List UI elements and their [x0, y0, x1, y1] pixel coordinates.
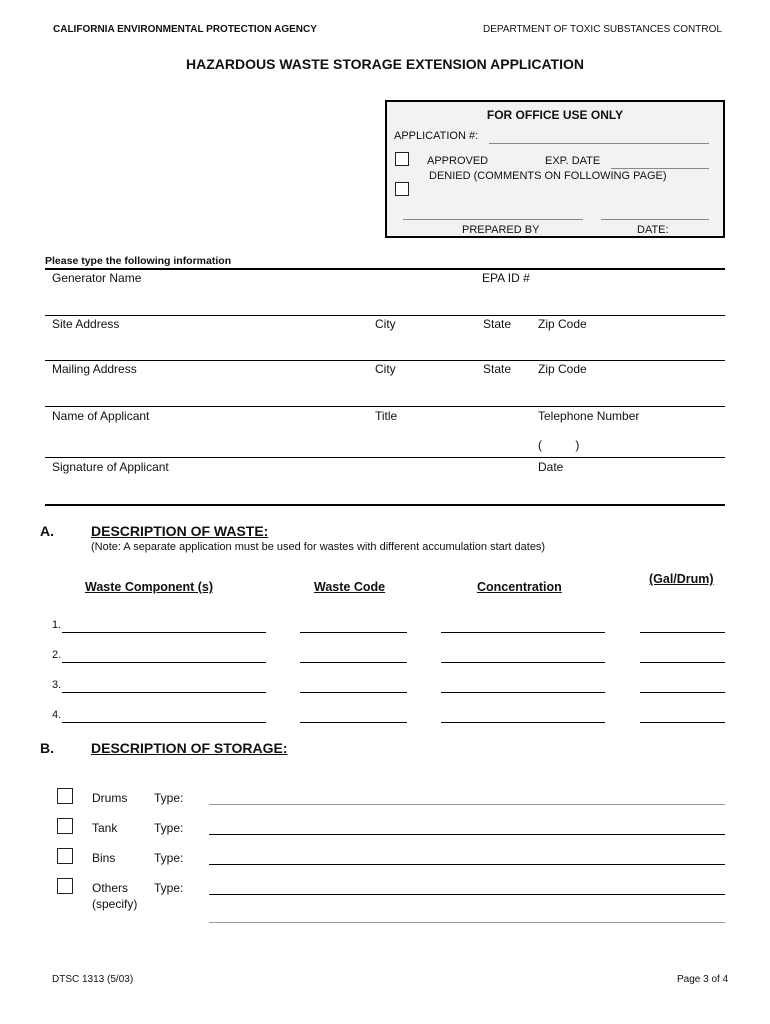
waste-row-1-number: 1.: [52, 619, 62, 631]
col-concentration: Concentration: [477, 580, 562, 594]
col-waste-code: Waste Code: [314, 580, 386, 594]
waste-row-2-number: 2.: [52, 649, 62, 661]
tank-type-field[interactable]: [209, 834, 725, 835]
exp-date-field[interactable]: [611, 168, 709, 169]
exp-date-label: EXP. DATE: [545, 155, 601, 167]
info-bottom-rule[interactable]: [45, 504, 725, 506]
agency-name: CALIFORNIA ENVIRONMENTAL PROTECTION AGENCY: [53, 24, 317, 35]
section-a-note: (Note: A separate application must be used for wastes with different accumulation start dates): [91, 541, 546, 553]
waste-row-2-component[interactable]: [62, 662, 266, 663]
bins-checkbox[interactable]: [57, 848, 73, 864]
others-checkbox[interactable]: [57, 878, 73, 894]
site-zip-label: Zip Code: [538, 317, 587, 331]
waste-row-4-gal-drum[interactable]: [640, 722, 725, 723]
epa-id-label: EPA ID #: [482, 271, 530, 285]
page-number: Page 3 of 4: [677, 974, 729, 985]
telephone-parens: ( ): [538, 438, 580, 452]
form-id: DTSC 1313 (5/03): [52, 974, 134, 985]
generator-name-label: Generator Name: [52, 271, 142, 285]
site-state-label: State: [483, 317, 512, 331]
waste-row-3-concentration[interactable]: [441, 692, 605, 693]
mailing-zip-label: Zip Code: [538, 362, 587, 376]
section-b-heading: DESCRIPTION OF STORAGE:: [91, 740, 288, 756]
waste-row-4-component[interactable]: [62, 722, 266, 723]
others-type-field-2[interactable]: [209, 922, 725, 923]
applicant-name-label: Name of Applicant: [52, 409, 150, 423]
prepared-by-field[interactable]: [403, 219, 583, 220]
waste-row-2-gal-drum[interactable]: [640, 662, 725, 663]
waste-row-4-concentration[interactable]: [441, 722, 605, 723]
mailing-city-label: City: [375, 362, 396, 376]
waste-row-3-component[interactable]: [62, 692, 266, 693]
denied-checkbox[interactable]: [395, 182, 409, 196]
tank-checkbox[interactable]: [57, 818, 73, 834]
signature-date-label: Date: [538, 460, 564, 474]
col-gal-drum: (Gal/Drum): [649, 572, 714, 586]
site-row-rule[interactable]: [45, 360, 725, 361]
section-a-heading: DESCRIPTION OF WASTE:: [91, 523, 269, 539]
office-use-box: [385, 100, 725, 238]
waste-row-4-number: 4.: [52, 709, 62, 721]
generator-row-rule[interactable]: [45, 315, 725, 316]
others-type-label: Type:: [154, 881, 184, 895]
tank-type-label: Type:: [154, 821, 184, 835]
form-title: HAZARDOUS WASTE STORAGE EXTENSION APPLICATION: [186, 56, 584, 72]
mailing-state-label: State: [483, 362, 512, 376]
waste-row-1-gal-drum[interactable]: [640, 632, 725, 633]
section-b-letter: B.: [40, 740, 54, 756]
signature-label: Signature of Applicant: [52, 460, 169, 474]
office-use-title: FOR OFFICE USE ONLY: [486, 108, 624, 122]
bins-type-label: Type:: [154, 851, 184, 865]
waste-row-2-concentration[interactable]: [441, 662, 605, 663]
waste-row-3-code[interactable]: [300, 692, 407, 693]
mailing-address-label: Mailing Address: [52, 362, 137, 376]
site-address-label: Site Address: [52, 317, 120, 331]
drums-label: Drums: [92, 791, 128, 805]
waste-row-3-gal-drum[interactable]: [640, 692, 725, 693]
others-type-field[interactable]: [209, 894, 725, 895]
drums-type-label: Type:: [154, 791, 184, 805]
info-top-rule: [45, 268, 725, 270]
section-a-letter: A.: [40, 523, 54, 539]
waste-row-1-component[interactable]: [62, 632, 266, 633]
others-label: Others: [92, 881, 129, 895]
site-city-label: City: [375, 317, 396, 331]
others-specify-note: (specify): [92, 897, 138, 911]
tank-label: Tank: [92, 821, 118, 835]
waste-row-2-code[interactable]: [300, 662, 407, 663]
mailing-row-rule[interactable]: [45, 406, 725, 407]
office-date-field[interactable]: [601, 219, 709, 220]
info-heading: Please type the following information: [45, 255, 232, 267]
denied-label: DENIED (COMMENTS ON FOLLOWING PAGE): [429, 170, 667, 182]
department-name: DEPARTMENT OF TOXIC SUBSTANCES CONTROL: [483, 24, 722, 35]
applicant-title-label: Title: [375, 409, 398, 423]
col-waste-component: Waste Component (s): [85, 580, 214, 594]
application-number-field[interactable]: [489, 143, 709, 144]
applicant-row-rule[interactable]: [45, 457, 725, 458]
bins-type-field[interactable]: [209, 864, 725, 865]
waste-row-1-concentration[interactable]: [441, 632, 605, 633]
waste-row-4-code[interactable]: [300, 722, 407, 723]
waste-row-1-code[interactable]: [300, 632, 407, 633]
approved-label: APPROVED: [427, 155, 489, 167]
prepared-by-label: PREPARED BY: [462, 224, 540, 236]
drums-type-field[interactable]: [209, 804, 725, 805]
telephone-label: Telephone Number: [538, 409, 640, 423]
approved-checkbox[interactable]: [395, 152, 409, 166]
application-number-label: APPLICATION #:: [394, 130, 479, 142]
waste-row-3-number: 3.: [52, 679, 62, 691]
bins-label: Bins: [92, 851, 116, 865]
office-date-label: DATE:: [637, 224, 669, 236]
drums-checkbox[interactable]: [57, 788, 73, 804]
